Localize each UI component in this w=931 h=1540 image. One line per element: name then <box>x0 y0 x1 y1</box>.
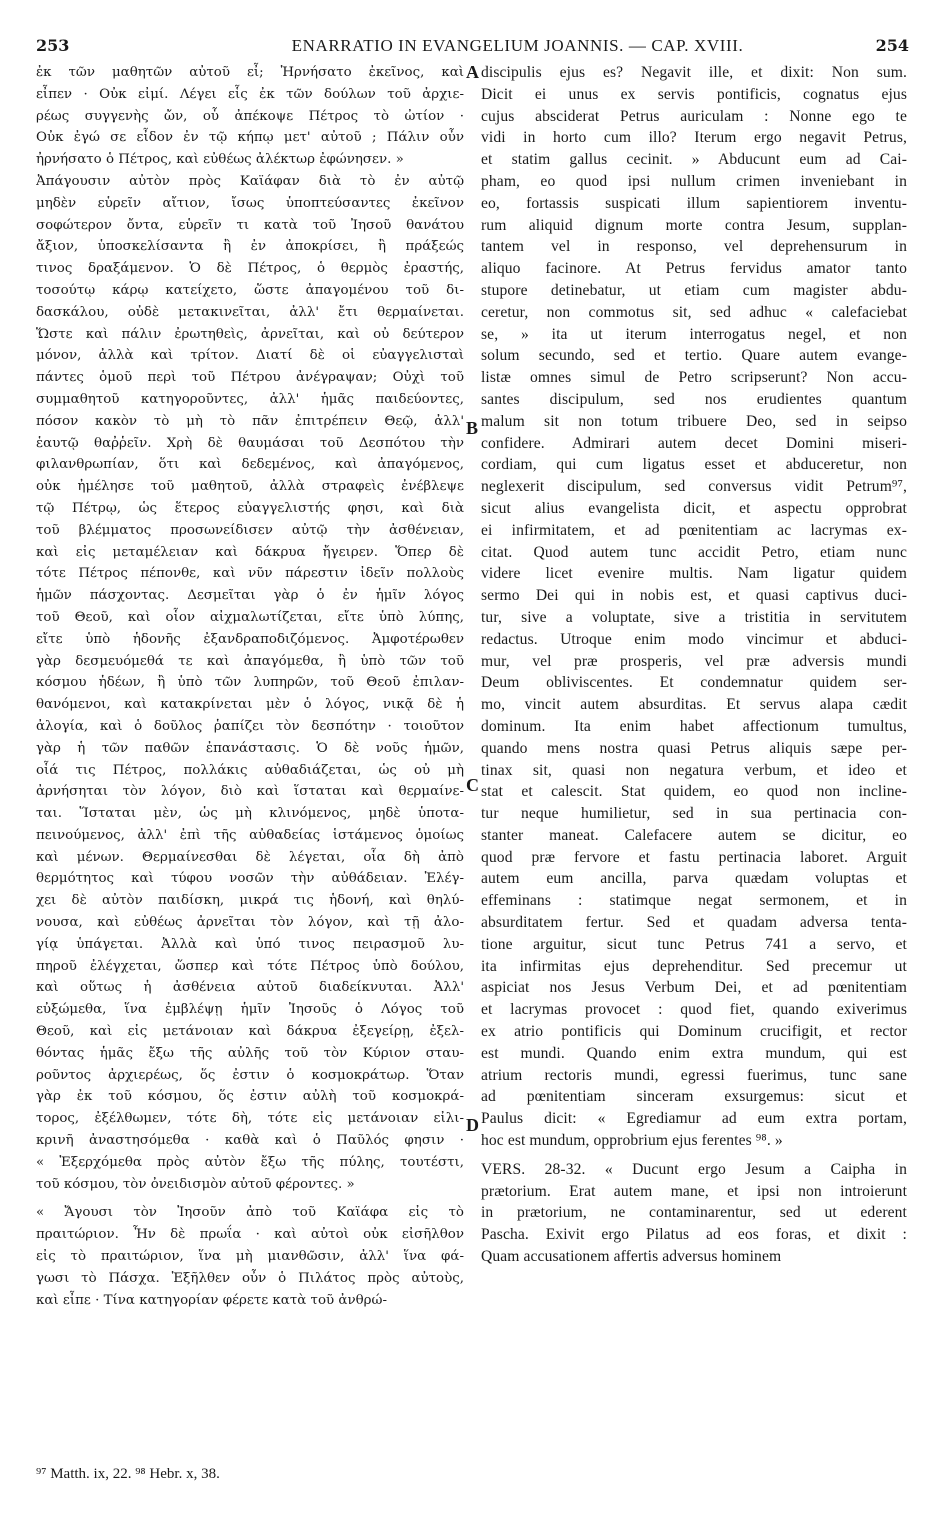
margin-letter-d: D <box>466 1115 479 1135</box>
latin-text-line: videre licet evenire multis. Nam ligatur quidem <box>481 565 907 583</box>
greek-text-line: οὐκ ἠμέλησε τοῦ μαθητοῦ, ἀλλὰ στραφεὶς ἐνέβλεψε <box>36 479 464 495</box>
greek-text-line: τορος, ἐξέλθωμεν, τότε δὴ, τότε εἰς μετάνοιαν εἰλι- <box>36 1111 464 1127</box>
latin-text-line: quod præ fervore et fastu pertinacia laboret. Arguit <box>481 848 907 866</box>
greek-text-line: ἄξιον, ὑποσκελίσαντα ἢ ἐν ἀποκρίσει, ἢ πράξεώς <box>36 239 464 255</box>
greek-text-line: ἐκ τῶν μαθητῶν αὐτοῦ εἶ; Ἠρνήσατο ἐκεῖνος, καὶ <box>36 65 464 80</box>
latin-text-line: solum secundo, sed et tertio. Quare autem evange- <box>481 347 907 365</box>
greek-text-line: φιλανθρωπίαν, ὅτι καὶ δεδεμένος, καὶ ἀπαγόμενος, <box>36 457 464 473</box>
footnotes: ⁹⁷ Matth. ix, 22. ⁹⁸ Hebr. x, 38. <box>36 1466 220 1482</box>
latin-text-line: rum aliquid dignum morte contra Jesum, supplan- <box>481 216 907 234</box>
latin-text-line: Deum obliviscentes. Et condemnatur quidem ser- <box>481 674 907 692</box>
latin-text-line: quando mens nostra quasi Petrus aliquis sæpe per- <box>481 739 907 757</box>
greek-text-line: καὶ οὕτως ἡ ἀσθένεια αὐτοῦ διαδείκνυται. Ἀλλ' <box>36 980 464 996</box>
greek-text-line: εἶπεν · Οὐκ εἰμί. Λέγει εἷς ἐκ τῶν δούλων τοῦ ἀρχιε- <box>36 86 464 102</box>
latin-text-line: VERS. 28-32. « Ducunt ergo Jesum a Caipha in <box>481 1160 907 1178</box>
latin-text-line: redactus. Utroque enim modo vincimur et abduci- <box>481 630 907 648</box>
latin-text-line: se, » ita ut iterum interrogatus negel, et non <box>481 325 907 343</box>
greek-text-line: νουσα, καὶ εὐθέως ἀρνεῖται τὸν λόγον, καὶ τῇ ἀλο- <box>36 915 464 931</box>
latin-text-line: mur, vel præ prosperis, vel præ adversis mundi <box>481 652 907 670</box>
running-header <box>36 36 909 62</box>
latin-text-line: santes discipulum, sed nos erudientes quantum <box>481 390 907 408</box>
greek-text-line: θερμότητος καὶ τύφου νοσῶν τὴν αὐθάδειαν. Ἐλέγ- <box>36 871 464 887</box>
latin-text-line: Paulus dicit: « Egrediamur ad eum extra portam, <box>481 1110 907 1128</box>
latin-text-line: Dicit ei unus ex servis pontificis, cognatus ejus <box>481 85 907 103</box>
margin-letter-a: A <box>466 62 479 82</box>
latin-text-column <box>481 62 907 1268</box>
greek-text-line: γωσι τὸ Πάσχα. Ἐξῆλθεν οὖν ὁ Πιλάτος πρὸς αὐτοὺς, <box>36 1270 464 1286</box>
latin-text-line: pham, eo quod ipsi nullum crimen inveniebant in <box>481 172 907 190</box>
greek-text-line: γὰρ ἐκ τοῦ κόσμου, ὅς ἐστιν αὐλὴ τοῦ κοσμοκρά- <box>36 1089 464 1105</box>
latin-text-line: hoc est mundum, opprobrium ejus ferentes ⁹⁸. » <box>481 1132 783 1150</box>
greek-text-line: πεινούμενος, ἀλλ' ἐπὶ τῆς αὐθαδείας ἱστάμενος ὁμοίως <box>36 827 464 843</box>
latin-text-line: atrium rectoris mundi, egressi fuerimus, tunc sane <box>481 1066 907 1084</box>
greek-text-line: ἀλογία, καὶ ὁ δοῦλος ῥαπίζει τὸν δεσπότην · τοιοῦτον <box>36 718 464 734</box>
latin-text-line: tur neque humilietur, sed in sua pertinacia con- <box>481 805 907 823</box>
latin-text-line: aspiciat nos Jesus Verbum Dei, et ad pœnitentiam <box>481 979 907 997</box>
latin-text-line: et lacrymas provocet : quod fiet, quando exiverimus <box>481 1001 907 1019</box>
latin-text-line: autem eum ancilla, parva quædam voluptas et <box>481 870 907 888</box>
greek-text-line: θανόμενοι, καὶ κατακρίνεται μὲν ὁ λόγος, νικᾷ δὲ ἡ <box>36 697 464 713</box>
page-number-left: 253 <box>36 36 70 55</box>
latin-text-line: sicut alius evangelista dicit, et aspectu opprobrat <box>481 499 907 517</box>
latin-text-line: stanter maneat. Calefacere autem se dicitur, eo <box>481 826 907 844</box>
greek-text-line: « Ἄγουσι τὸν Ἰησοῦν ἀπὸ τοῦ Καϊάφα εἰς τὸ <box>36 1205 464 1221</box>
greek-text-line: κόσμου ἡδέων, ἢ ὑπὸ τῶν λυπηρῶν, τοῦ Θεοῦ ἐπιλαν- <box>36 675 464 691</box>
latin-text-line: vidi in horto cum illo? Iterum ergo negavit Petrus, <box>481 129 907 147</box>
latin-text-line: in prætorium, ne contaminarentur, sed ut ederent <box>481 1204 907 1222</box>
greek-text-line: γὰρ δεσμευόμεθά τε καὶ ἀπαγόμεθα, ἢ ὑπὸ τῶν τοῦ <box>36 653 464 669</box>
latin-text-line: mo, vincit autem absurditas. Et servus alapa cædit <box>481 696 907 714</box>
latin-text-line: ita infirmitas ejus deprehenditur. Sed precemur ut <box>481 957 907 975</box>
latin-text-line: dominum. Ita enim habet affectionum tumultus, <box>481 717 907 735</box>
greek-text-line: δασκάλου, οὐδὲ μετακινεῖται, ἀλλ' ἔτι θερμαίνεται. <box>36 304 464 320</box>
greek-text-line: τοῦ βλέμματος προσωνείδισεν αὐτῷ τὴν ἀσθένειαν, <box>36 522 464 538</box>
latin-text-line: ad pœnitentiam sinceram exsurgemus: sicut et <box>481 1088 907 1106</box>
latin-text-line: absurditatem fertur. Sed et quadam adversa tenta- <box>481 914 907 932</box>
latin-text-line: cujus absciderat Petrus auriculam : Nonne ego te <box>481 107 907 125</box>
latin-text-line: aliquo facinore. At Petrus fervidus amator tanto <box>481 260 907 278</box>
greek-text-line: καὶ μένων. Θερμαίνεσθαι δὲ λέγεται, οἷα δὴ ἀπὸ <box>36 849 464 865</box>
margin-letter-c: C <box>466 775 479 795</box>
greek-text-line: κρινῆ ἀναστησόμεθα · καθὰ καὶ ὁ Παῦλός φησιν · <box>36 1133 464 1149</box>
greek-text-line: τότε Πέτρος πέπονθε, καὶ νῦν πάρεστιν ἰδεῖν πολλοὺς <box>36 566 464 582</box>
greek-text-line: τοῦ κόσμου, τὸν ὀνειδισμὸν αὐτοῦ φέροντες. » <box>36 1176 355 1192</box>
greek-text-line: πραιτώριον. Ἦν δὲ πρωΐα · καὶ αὐτοὶ οὐκ εἰσῆλθον <box>36 1227 464 1243</box>
latin-text-line: Pascha. Exivit ergo Pilatus ad eos foras, et dixit : <box>481 1226 907 1244</box>
greek-text-line: πόσον κακὸν τὸ μὴ τὸ πᾶν ἐπιτρέπειν Θεῷ, ἀλλ' <box>36 413 464 429</box>
greek-text-line: Θεοῦ, καὶ εἰς μετάνοιαν καὶ δάκρυα ἐξεγείρῃ, ἐξελ- <box>36 1024 464 1040</box>
running-title: ENARRATIO IN EVANGELIUM JOANNIS. — CAP. XVIII. <box>291 36 744 55</box>
greek-text-line: θόντας ἡμᾶς ἔξω τῆς αὐλῆς τοῦ τὸν Κύριον σταυ- <box>36 1045 464 1061</box>
latin-text-line: prætorium. Erat autem mane, et ipsi non introierunt <box>481 1182 907 1200</box>
greek-text-line: τινος δραξάμενον. Ὁ δὲ Πέτρος, ὁ θερμὸς ἐραστής, <box>36 261 464 277</box>
latin-text-line: discipulis ejus es? Negavit ille, et dixit: Non sum. <box>481 64 907 81</box>
greek-text-line: ροῦντος ἀρχιερέως, ὅς ἐστιν ὁ κοσμοκράτωρ. Ὅταν <box>36 1067 464 1083</box>
latin-text-line: et statim gallus cecinit. » Abducunt eum ad Cai- <box>481 151 907 169</box>
greek-text-line: πάντες ὁμοῦ περὶ τοῦ Πέτρου ἀνέγραψαν; Οὐχὶ τοῦ <box>36 370 464 386</box>
latin-text-line: effeminans : statimque negat sermonem, et in <box>481 892 907 910</box>
latin-text-line: tantem vel in responso, vel deprehensurum in <box>481 238 907 256</box>
latin-text-line: neglexerit discipulum, sed conversus vidit Petrum⁹⁷, <box>481 478 907 496</box>
greek-text-line: τοῦ Θεοῦ, καὶ οἷον αἰχμαλωτίζεται, εἴτε ὑπὸ λύπης, <box>36 609 464 625</box>
greek-text-line: Οὐκ ἐγώ σε εἶδον ἐν τῷ κήπῳ μετ' αὐτοῦ ; Πάλιν οὖν <box>36 130 464 146</box>
greek-text-line: τοσούτῳ κάρῳ κατείχετο, ὥστε ἀπαγομένου τοῦ δι- <box>36 282 464 298</box>
latin-text-line: ei infirmitatem, et ad pœnitentiam ac lacrymas ex- <box>481 521 907 539</box>
greek-text-line: σοφώτερον ὄντα, εὑρεῖν τι κατὰ τοῦ Ἰησοῦ θανάτου <box>36 217 464 233</box>
latin-text-line: ceretur, non commotus sit, sed adhuc « calefaciebat <box>481 303 907 321</box>
greek-text-line: γὰρ ἡ τῶν παθῶν ἐπανάστασις. Ὁ δὲ νοῦς ἡμῶν, <box>36 740 464 756</box>
latin-text-line: tinax sit, quasi non negatura verbum, et ideo et <box>481 761 907 779</box>
greek-text-line: ἠρνήσατο ὁ Πέτρος, καὶ εὐθέως ἀλέκτωρ ἐφώνησεν. » <box>36 152 404 168</box>
latin-text-line: citat. Quod autem tunc accidit Petro, etiam nunc <box>481 543 907 561</box>
greek-text-line: γίᾳ ὑπάγεται. Ἀλλὰ καὶ ὑπό τινος πειρασμοῦ λυ- <box>36 936 464 952</box>
greek-text-line: Ἀπάγουσιν αὐτὸν πρὸς Καϊάφαν διὰ τὸ ἐν αὐτῷ <box>36 173 464 189</box>
greek-text-column <box>36 62 464 1311</box>
latin-text-line: tione arguitur, sicut tunc Petrus 741 a servo, et <box>481 935 907 953</box>
latin-text-line: est mundi. Quando enim extra mundum, qui est <box>481 1044 907 1062</box>
latin-text-line: tur, sive a voluptate, sive a tristitia in servitutem <box>481 608 907 626</box>
greek-text-line: τῷ Πέτρῳ, ὡς ἕτερος εὐαγγελιστής φησι, καὶ διὰ <box>36 500 464 516</box>
latin-text-line: confidere. Admirari autem decet Domini miseri- <box>481 434 907 452</box>
greek-text-line: μόνον, ἀλλὰ καὶ τρίτον. Διατί δὲ οἱ εὐαγγελισταὶ <box>36 348 464 364</box>
latin-text-line: sermo Dei qui in nobis est, et quasi captivus duci- <box>481 587 907 605</box>
greek-text-line: χει δὲ αὐτὸν παιδίσκη, μικρά τις ἡδονή, καὶ θηλύ- <box>36 893 464 909</box>
greek-text-line: Ὥστε καὶ πάλιν ἐρωτηθεὶς, ἀρνεῖται, καὶ οὐ δεύτερον <box>36 326 464 342</box>
latin-text-line: eo, fortassis suspicati illum sapientiorem inventu- <box>481 194 907 212</box>
greek-text-line: ἡμῶν πάσχοντας. Δεσμεῖται γὰρ ὁ ἐν ἡμῖν λόγος <box>36 588 464 604</box>
greek-text-line: καὶ εἰς μεταμέλειαν καὶ δάκρυα ἤγειρεν. Ὅπερ δὲ <box>36 544 464 560</box>
greek-text-line: εὐξώμεθα, ἵνα ἐμβλέψῃ ἡμῖν Ἰησοῦς ὁ Λόγος τοῦ <box>36 1002 464 1018</box>
margin-letter-b: B <box>466 418 479 438</box>
greek-text-line: εἰς τὸ πραιτώριον, ἵνα μὴ μιανθῶσιν, ἀλλ' ἵνα φά- <box>36 1249 464 1265</box>
greek-text-line: οἷά τις Πέτρος, πολλάκις αὐθαδιάζεται, ὡς οὐ μὴ <box>36 762 464 778</box>
page-number-right: 254 <box>875 36 909 55</box>
greek-text-line: εἴτε ὑπὸ ἡδονῆς ἐξανδραποδιζόμενος. Ἀμφοτέρωθεν <box>36 631 464 647</box>
latin-text-line: listæ omnes simul de Petro scripserunt? Non accu- <box>481 369 907 387</box>
greek-text-line: ρέως συγγενὴς ὤν, οὗ ἀπέκοψε Πέτρος τὸ ὠτίον · <box>36 108 464 124</box>
greek-text-line: καὶ εἶπε · Τίνα κατηγορίαν φέρετε κατὰ τοῦ ἀνθρώ- <box>36 1292 387 1308</box>
latin-text-line: ex atrio pontificis qui Dominum crucifigit, et rector <box>481 1023 907 1041</box>
latin-text-line: Quam accusationem affertis adversus hominem <box>481 1248 782 1266</box>
greek-text-line: ἑαυτῷ θαῤῥεῖν. Χρὴ δὲ θαυμάσαι τοῦ Δεσπότου τὴν <box>36 435 464 451</box>
greek-text-line: « Ἐξερχόμεθα πρὸς αὐτὸν ἔξω τῆς πύλης, τουτέστι, <box>36 1154 464 1170</box>
latin-text-line: stupore detinebatur, ut etiam cum magister abdu- <box>481 281 907 299</box>
latin-text-line: stat et calescit. Stat quidem, eo quod non incline- <box>481 783 907 801</box>
latin-text-line: cordiam, qui cum ligatus esset et abduceretur, non <box>481 456 907 474</box>
greek-text-line: συμμαθητοῦ κατηγοροῦντες, ἀλλ' ἡμᾶς παιδεύοντες, <box>36 391 464 407</box>
greek-text-line: ται. Ἵσταται μὲν, ὡς μὴ κλινόμενος, μηδὲ ὑποτα- <box>36 806 464 822</box>
latin-text-line: malum sit non totum tribuere Deo, sed in seipso <box>481 412 907 430</box>
greek-text-line: ἀρνήσηται τὸν λόγον, διὸ καὶ ἵσταται καὶ θερμαίνε- <box>36 784 464 800</box>
greek-text-line: πηροῦ ἐλέγχεται, ὥσπερ καὶ τότε Πέτρος ὑπὸ δούλου, <box>36 958 464 974</box>
greek-text-line: μηδὲν εὑρεῖν αἴτιον, ἴσως ὑποπτεύσαντες ἐκεῖνον <box>36 195 464 211</box>
